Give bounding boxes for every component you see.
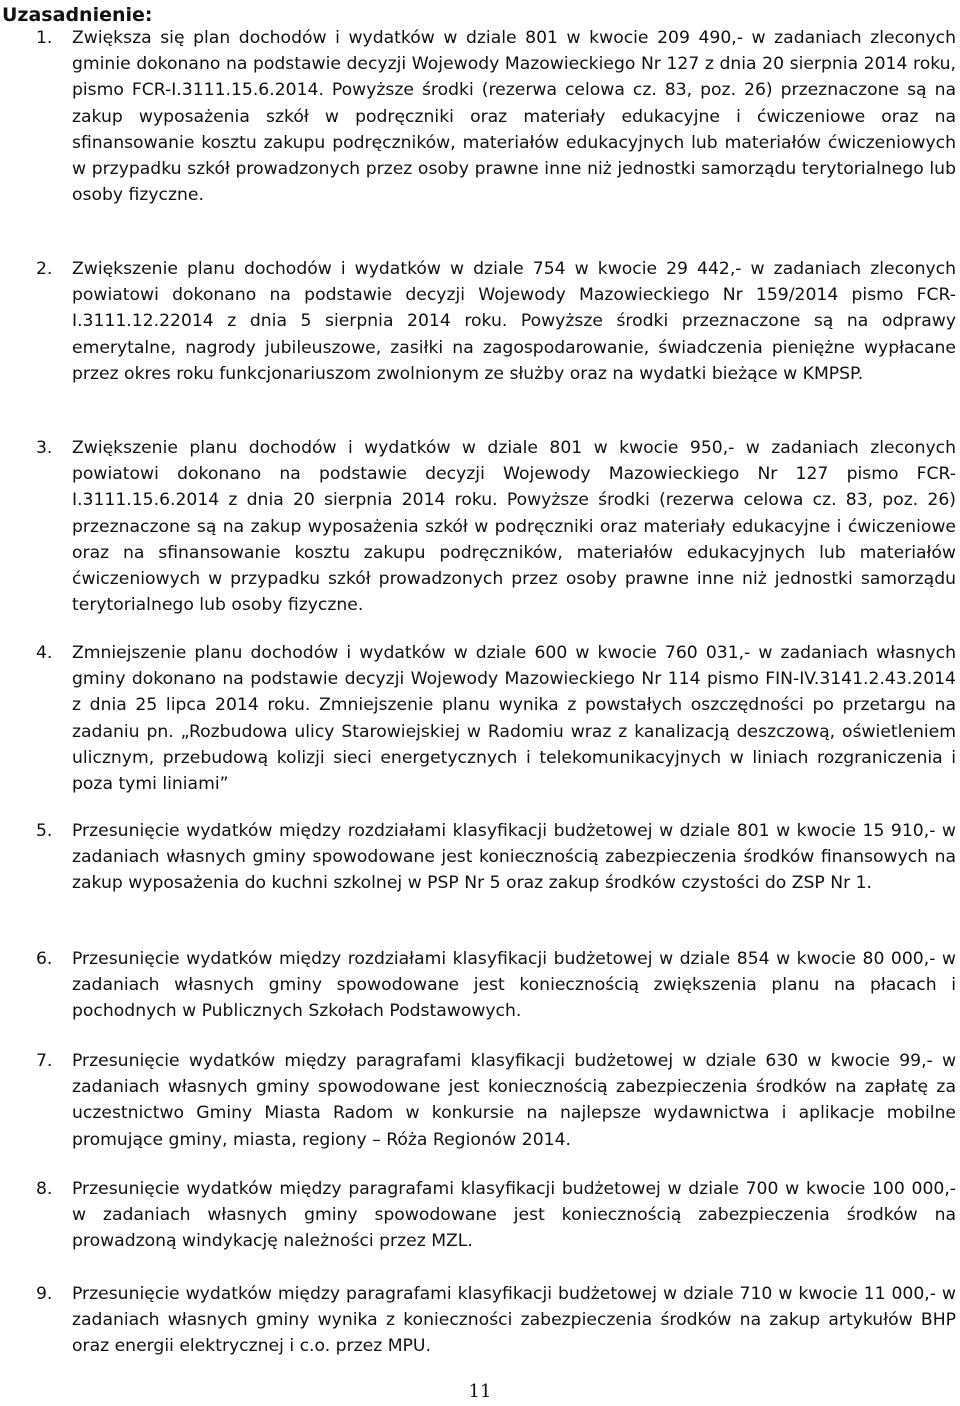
list-item-4 xyxy=(0,640,956,797)
list-item-5 xyxy=(0,818,956,897)
section-heading: Uzasadnienie: xyxy=(2,4,153,26)
item-number: 1. xyxy=(36,28,53,48)
item-text: Przesunięcie wydatków między rozdziałami klasyfikacji budżetowej w dziale 854 w kwocie 80 000,- w zadaniach własnych gminy spowodowane jest koniecznością zwiększenia planu na płacach i pochodnych w Publicznych Szkołach Podstawowych. xyxy=(72,949,956,1022)
list-item-8 xyxy=(0,1176,956,1255)
list-item-9 xyxy=(0,1281,956,1360)
item-number: 6. xyxy=(36,949,53,969)
item-number: 4. xyxy=(36,643,53,663)
item-number: 3. xyxy=(36,438,53,458)
page-number: 11 xyxy=(468,1381,492,1402)
item-text: Zwiększenie planu dochodów i wydatków w dziale 801 w kwocie 950,- w zadaniach zleconych powiatowi dokonano na podstawie decyzji Wojewody Mazowieckiego Nr 127 pismo FCR-I.3111.15.6.2014 z dnia 20 sierpnia 2014 roku. Powyższe środki (rezerwa celowa cz. 83, poz. 26) przeznaczone są na zakup wyposażenia szkół w podręczniki oraz materiały edukacyjne i ćwiczeniowe oraz na sfinansowanie kosztu zakupu podręczników, materiałów edukacyjnych lub materiałów ćwiczeniowych w przypadku szkół prowadzonych przez osoby prawne inne niż jednostki samorządu terytorialnego lub osoby fizyczne. xyxy=(72,438,956,616)
item-text: Zwiększenie planu dochodów i wydatków w dziale 754 w kwocie 29 442,- w zadaniach zleconych powiatowi dokonano na podstawie decyzji Wojewody Mazowieckiego Nr 159/2014 pismo FCR-I.3111.12.22014 z dnia 5 sierpnia 2014 roku. Powyższe środki przeznaczone są na odprawy emerytalne, nagrody jubileuszowe, zasiłki na zagospodarowanie, świadczenia pieniężne wypłacane przez okres roku funkcjonariuszom zwolnionym ze służby oraz na wydatki bieżące w KMPSP. xyxy=(72,259,956,384)
list-item-3 xyxy=(0,435,956,618)
item-text: Przesunięcie wydatków między rozdziałami klasyfikacji budżetowej w dziale 801 w kwocie 15 910,- w zadaniach własnych gminy spowodowane jest koniecznością zabezpieczenia środków finansowych na zakup wyposażenia do kuchni szkolnej w PSP Nr 5 oraz zakup środków czystości do ZSP Nr 1. xyxy=(72,821,956,894)
list-item-1 xyxy=(0,25,956,208)
item-number: 7. xyxy=(36,1051,53,1071)
item-number: 8. xyxy=(36,1179,53,1199)
list-item-6 xyxy=(0,946,956,1025)
item-text: Zmniejszenie planu dochodów i wydatków w dziale 600 w kwocie 760 031,- w zadaniach własnych gminy dokonano na podstawie decyzji Wojewody Mazowieckiego Nr 114 pismo FIN-IV.3141.2.43.2014 z dnia 25 lipca 2014 roku. Zmniejszenie planu wynika z powstałych oszczędności po przetargu na zadaniu pn. „Rozbudowa ulicy Starowiejskiej w Radomiu wraz z kanalizacją deszczową, oświetleniem ulicznym, przebudową kolizji sieci energetycznych i telekomunikacyjnych w liniach rozgraniczenia i poza tymi liniami” xyxy=(72,643,956,795)
item-text: Przesunięcie wydatków między paragrafami klasyfikacji budżetowej w dziale 700 w kwocie 100 000,- w zadaniach własnych gminy spowodowane jest koniecznością zabezpieczenia środków na prowadzoną windykację należności przez MZL. xyxy=(72,1179,956,1252)
item-text: Przesunięcie wydatków między paragrafami klasyfikacji budżetowej w dziale 710 w kwocie 11 000,- w zadaniach własnych gminy wynika z konieczności zabezpieczenia środków na zakup artykułów BHP oraz energii elektrycznej i c.o. przez MPU. xyxy=(72,1284,956,1357)
item-text: Zwiększa się plan dochodów i wydatków w dziale 801 w kwocie 209 490,- w zadaniach zleconych gminie dokonano na podstawie decyzji Wojewody Mazowieckiego Nr 127 z dnia 20 sierpnia 2014 roku, pismo FCR-I.3111.15.6.2014. Powyższe środki (rezerwa celowa cz. 83, poz. 26) przeznaczone są na zakup wyposażenia szkół w podręczniki oraz materiały edukacyjne i ćwiczeniowe oraz na sfinansowanie kosztu zakupu podręczników, materiałów edukacyjnych lub materiałów ćwiczeniowych w przypadku szkół prowadzonych przez osoby prawne inne niż jednostki samorządu terytorialnego lub osoby fizyczne. xyxy=(72,28,956,206)
item-text: Przesunięcie wydatków między paragrafami klasyfikacji budżetowej w dziale 630 w kwocie 99,- w zadaniach własnych gminy spowodowane jest koniecznością zabezpieczenia środków na zapłatę za uczestnictwo Gminy Miasta Radom w konkursie na najlepsze wydawnictwa i aplikacje mobilne promujące gminy, miasta, regiony – Róża Regionów 2014. xyxy=(72,1051,956,1150)
list-item-7 xyxy=(0,1048,956,1153)
list-item-2 xyxy=(0,256,956,387)
item-number: 5. xyxy=(36,821,53,841)
item-number: 2. xyxy=(36,259,53,279)
item-number: 9. xyxy=(36,1284,53,1304)
